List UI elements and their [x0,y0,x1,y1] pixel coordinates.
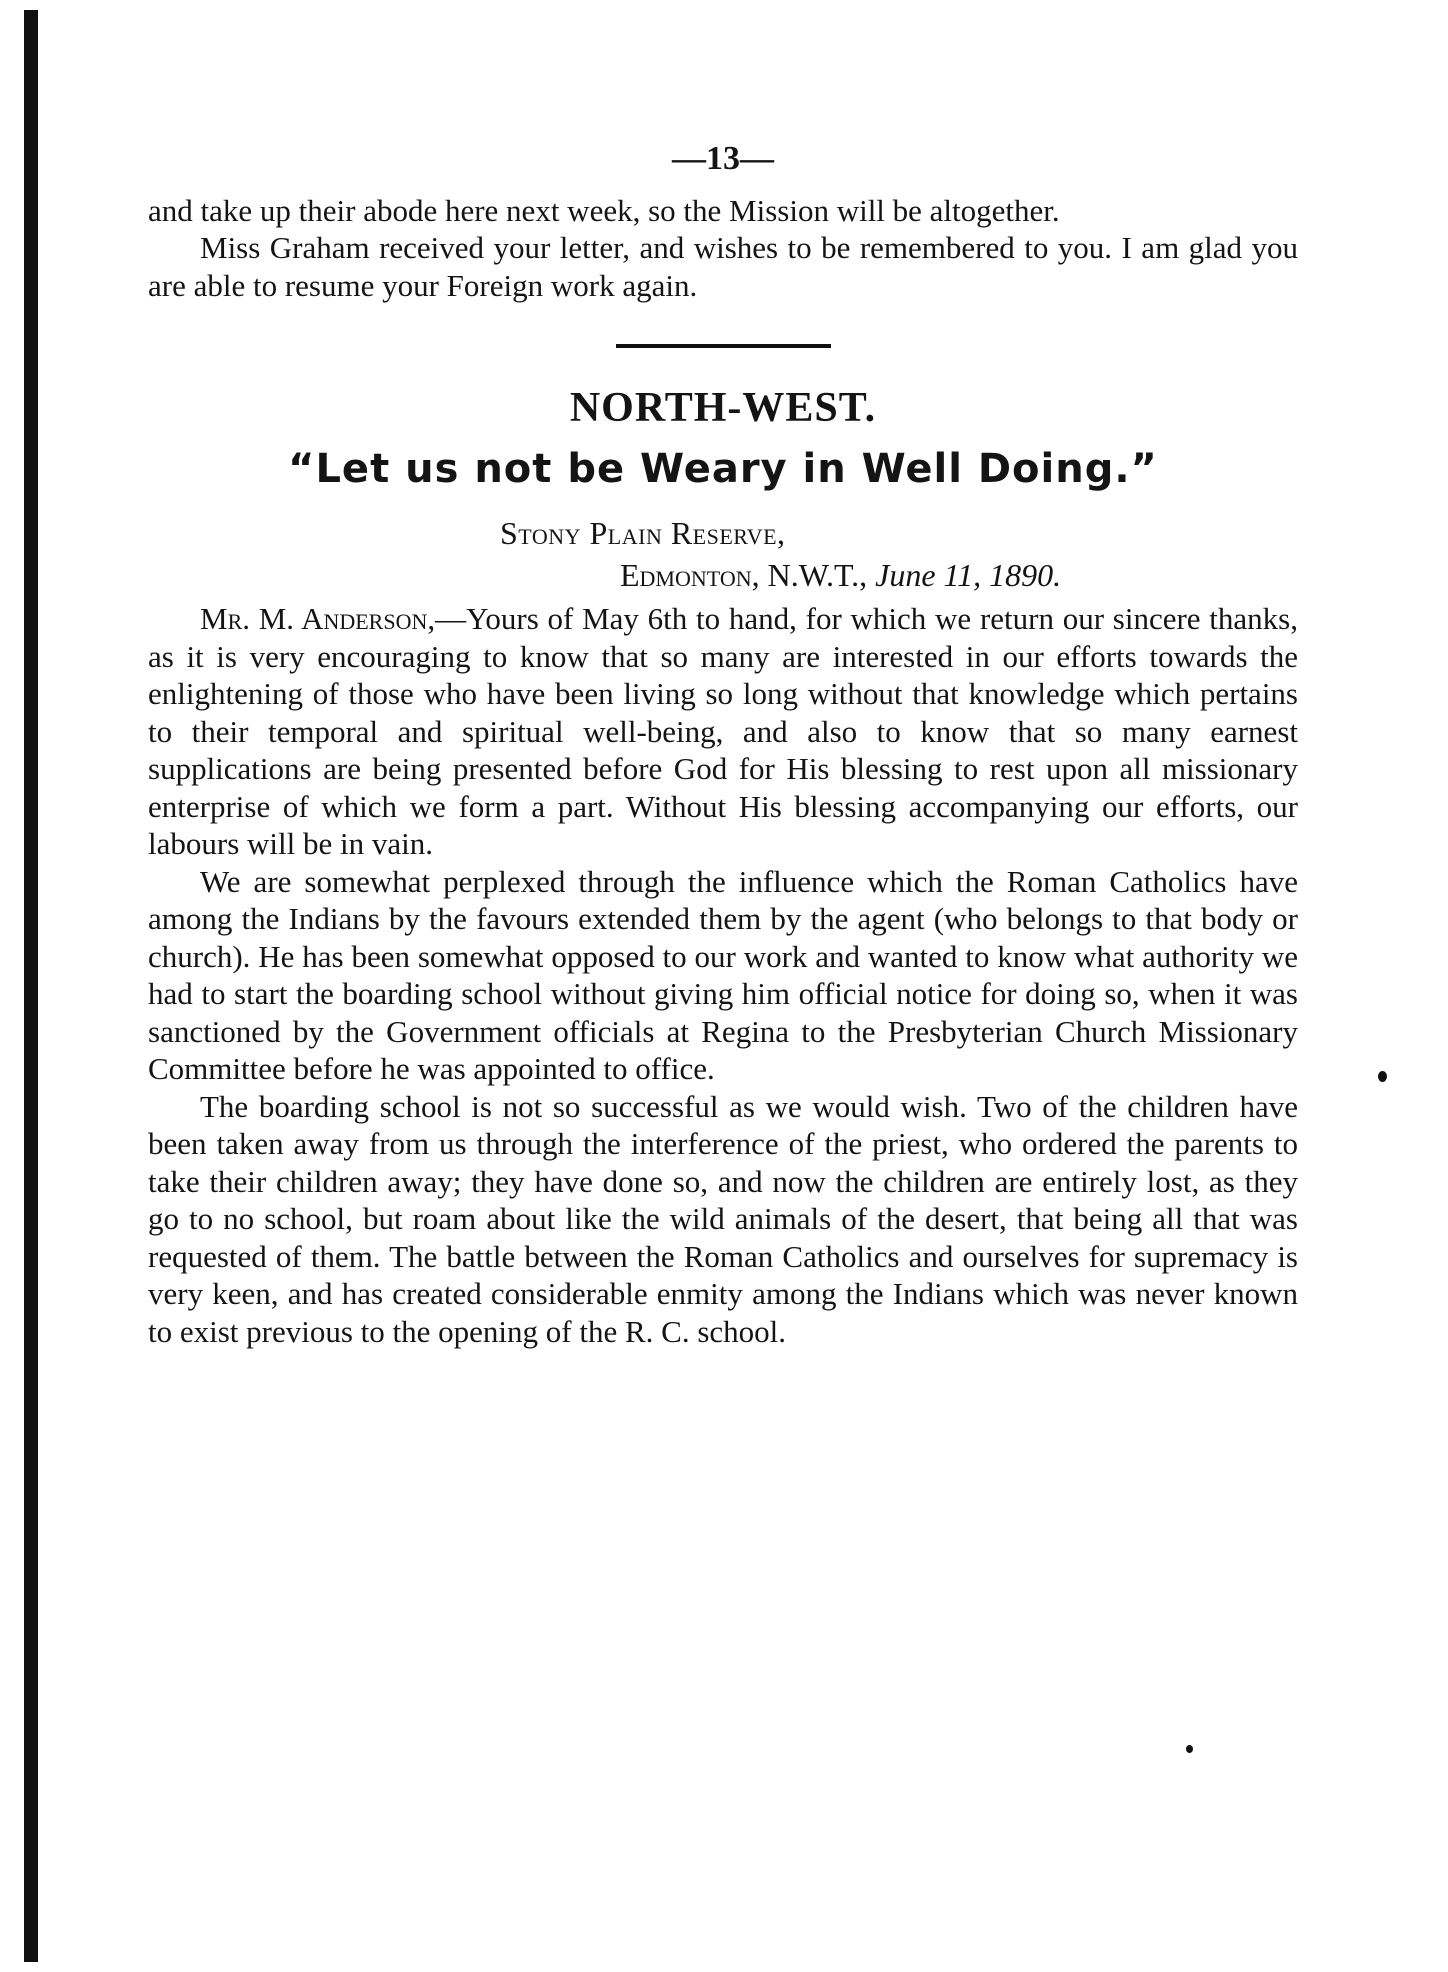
page-margin-rule [24,10,38,1962]
ink-spot [1186,1745,1193,1753]
section-divider [616,344,831,348]
section-title: NORTH-WEST. [569,385,877,431]
page-content [148,140,1298,1350]
letter-paragraph: We are somewhat perplexed through the influence which the Roman Catholics have among the Indians by the favours extended them by the agent (who belongs to that body or church). He has been somewhat opposed to our work and wanted to know what authority we had to start the boarding school without giving him official notice for doing so, when it was sanctioned by the Government officials at Regina to the Presbyterian Church Missionary Committee before he was appointed to office. [148,863,1298,1086]
letter-paragraph [148,600,1298,863]
section-motto: “Let us not be Weary in Well Doing.” [288,446,1158,492]
letter-salutation: Mr. M. Anderson, [200,601,436,636]
ink-spot [1378,1071,1387,1082]
letter-address-line1: Stony Plain Reserve, [500,515,786,551]
paragraph: and take up their abode here next week, so the Mission will be altogether. [148,192,1060,228]
page-number: —13— [672,140,774,177]
letter-address-line2 [148,554,1298,596]
letter-date: June 11, 1890. [875,557,1062,593]
letter-address-place: Edmonton, N.W.T., [620,557,868,593]
paragraph: Miss Graham received your letter, and wishes to be remembered to you. I am glad you are able to resume your Foreign work again. [148,230,1298,303]
letter-paragraph-text: —Yours of May 6th to hand, for which we return our sincere thanks, as it is very encouraging to know that so many are interested in our efforts towards the enlightening of those who have been living so long without that knowledge which pertains to their temporal and spiritual well-being, and also to know that so many earnest supplications are being presented before God for His blessing to rest upon all missionary enterprise of which we form a part. Without His blessing accompanying our efforts, our labours will be in vain. [148,601,1298,861]
letter-paragraph: The boarding school is not so successful as we would wish. Two of the children have been taken away from us through the interference of the priest, who ordered the parents to take their children away; they have done so, and now the children are entirely lost, as they go to no school, but roam about like the wild animals of the desert, that being all that was requested of them. The battle between the Roman Catholics and ourselves for supremacy is very keen, and has created considerable enmity among the Indians which was never known to exist previous to the opening of the R. C. school. [148,1088,1298,1349]
